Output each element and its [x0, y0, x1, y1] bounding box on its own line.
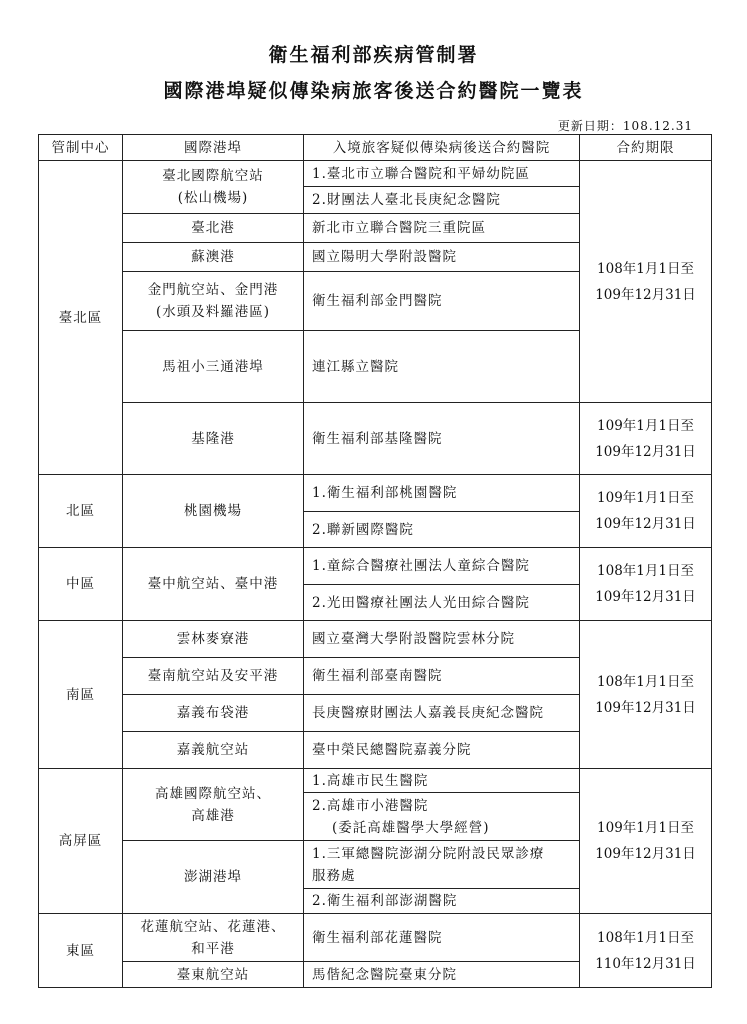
hospital-cell: 國立陽明大學附設醫院	[304, 243, 580, 272]
hospital-table	[38, 134, 712, 988]
hospital-cell: 2.財團法人臺北長庚紀念醫院	[304, 187, 580, 214]
hospital-name: 1.三軍總醫院澎湖分院附設民眾診療	[312, 845, 545, 862]
table-row	[39, 161, 712, 187]
hospital-cell: 衛生福利部花蓮醫院	[304, 914, 580, 962]
port-name: 金門航空站、金門港	[147, 282, 279, 298]
region-central: 中區	[39, 548, 123, 621]
hospital-cell: 2.衛生福利部澎湖醫院	[304, 889, 580, 914]
period-end: 109年12月31日	[595, 286, 696, 303]
port-chiayi: 嘉義布袋港	[123, 695, 304, 732]
period-start: 108年1月1日至	[597, 929, 694, 946]
hospital-cell: 新北市立聯合醫院三重院區	[304, 214, 580, 243]
column-header-period: 合約期限	[580, 135, 712, 161]
port-name-note: (松山機場)	[177, 190, 249, 206]
document-subtitle: 國際港埠疑似傳染病旅客後送合約醫院一覽表	[163, 80, 584, 102]
period-kaoping	[580, 769, 712, 914]
column-header-hospital: 入境旅客疑似傳染病後送合約醫院	[304, 135, 580, 161]
period-start: 108年1月1日至	[597, 673, 694, 690]
port-kinmen	[123, 272, 304, 331]
hospital-cell: 衛生福利部金門醫院	[304, 272, 580, 331]
period-keelung	[580, 403, 712, 475]
port-keelung: 基隆港	[123, 403, 304, 475]
port-yunlin: 雲林麥寮港	[123, 621, 304, 658]
period-start: 108年1月1日至	[597, 563, 694, 579]
port-taitung: 臺東航空站	[123, 962, 304, 988]
period-start: 108年1月1日至	[597, 260, 694, 277]
hospital-cell: 2.聯新國際醫院	[304, 512, 580, 548]
port-name-cont: 高雄港	[191, 807, 235, 824]
period-end: 109年12月31日	[595, 846, 696, 862]
hospital-name: 2.高雄市小港醫院	[312, 797, 429, 814]
port-taoyuan: 桃園機場	[123, 475, 304, 548]
table-row	[39, 769, 712, 793]
hospital-cell: 1.童綜合醫療社團法人童綜合醫院	[304, 548, 580, 585]
hospital-cell: 馬偕紀念醫院臺東分院	[304, 962, 580, 988]
hospital-name-cont: 服務處	[312, 867, 356, 884]
column-header-port: 國際港埠	[123, 135, 304, 161]
period-end: 109年12月31日	[595, 589, 696, 605]
hospital-cell	[304, 793, 580, 841]
table-row	[39, 475, 712, 512]
port-name: 花蓮航空站、花蓮港、	[140, 918, 286, 935]
hospital-cell: 衛生福利部臺南醫院	[304, 658, 580, 695]
period-end: 110年12月31日	[595, 955, 696, 972]
region-kaoping: 高屏區	[39, 769, 123, 914]
port-songshan	[123, 161, 304, 214]
period-end: 109年12月31日	[595, 516, 696, 532]
port-penghu: 澎湖港埠	[123, 841, 304, 914]
region-east: 東區	[39, 914, 123, 988]
table-header-row	[39, 135, 712, 161]
hospital-cell: 2.光田醫療社團法人光田綜合醫院	[304, 585, 580, 621]
port-matsu: 馬祖小三通港埠	[123, 331, 304, 403]
port-taipei: 臺北港	[123, 214, 304, 243]
period-start: 109年1月1日至	[597, 490, 694, 506]
period-south	[580, 621, 712, 769]
document-title: 衛生福利部疾病管制署	[268, 44, 479, 66]
hospital-cell: 1.高雄市民生醫院	[304, 769, 580, 793]
period-end: 109年12月31日	[595, 699, 696, 716]
port-name: 臺北國際航空站	[162, 168, 264, 184]
hospital-cell: 衛生福利部基隆醫院	[304, 403, 580, 475]
table-row	[39, 548, 712, 585]
hospital-cell: 1.衛生福利部桃園醫院	[304, 475, 580, 512]
port-hualien	[123, 914, 304, 962]
region-taipei: 臺北區	[39, 161, 123, 475]
period-start: 109年1月1日至	[597, 820, 694, 836]
region-north: 北區	[39, 475, 123, 548]
port-chiayi-air: 嘉義航空站	[123, 732, 304, 769]
period-start: 109年1月1日至	[597, 417, 694, 434]
hospital-cell: 國立臺灣大學附設醫院雲林分院	[304, 621, 580, 658]
port-suao: 蘇澳港	[123, 243, 304, 272]
hospital-cell	[304, 841, 580, 889]
table-row	[39, 914, 712, 962]
table-row	[39, 621, 712, 658]
period-north	[580, 475, 712, 548]
port-name-cont: 和平港	[191, 940, 235, 957]
hospital-note: (委託高雄醫學大學經營)	[332, 819, 490, 836]
period-east	[580, 914, 712, 988]
column-header-center: 管制中心	[39, 135, 123, 161]
port-name: 高雄國際航空站、	[155, 785, 271, 802]
port-kaohsiung	[123, 769, 304, 841]
port-name-note: (水頭及料羅港區)	[155, 304, 271, 320]
hospital-cell: 連江縣立醫院	[304, 331, 580, 403]
port-taichung: 臺中航空站、臺中港	[123, 548, 304, 621]
port-tainan: 臺南航空站及安平港	[123, 658, 304, 695]
region-south: 南區	[39, 621, 123, 769]
table-row	[39, 403, 712, 439]
update-date: 更新日期：108.12.31	[557, 119, 693, 133]
hospital-cell: 臺中榮民總醫院嘉義分院	[304, 732, 580, 769]
period-end: 109年12月31日	[595, 443, 696, 460]
hospital-cell: 1.臺北市立聯合醫院和平婦幼院區	[304, 161, 580, 187]
period-taipei	[580, 161, 712, 403]
hospital-cell: 長庚醫療財團法人嘉義長庚紀念醫院	[304, 695, 580, 732]
period-central	[580, 548, 712, 621]
